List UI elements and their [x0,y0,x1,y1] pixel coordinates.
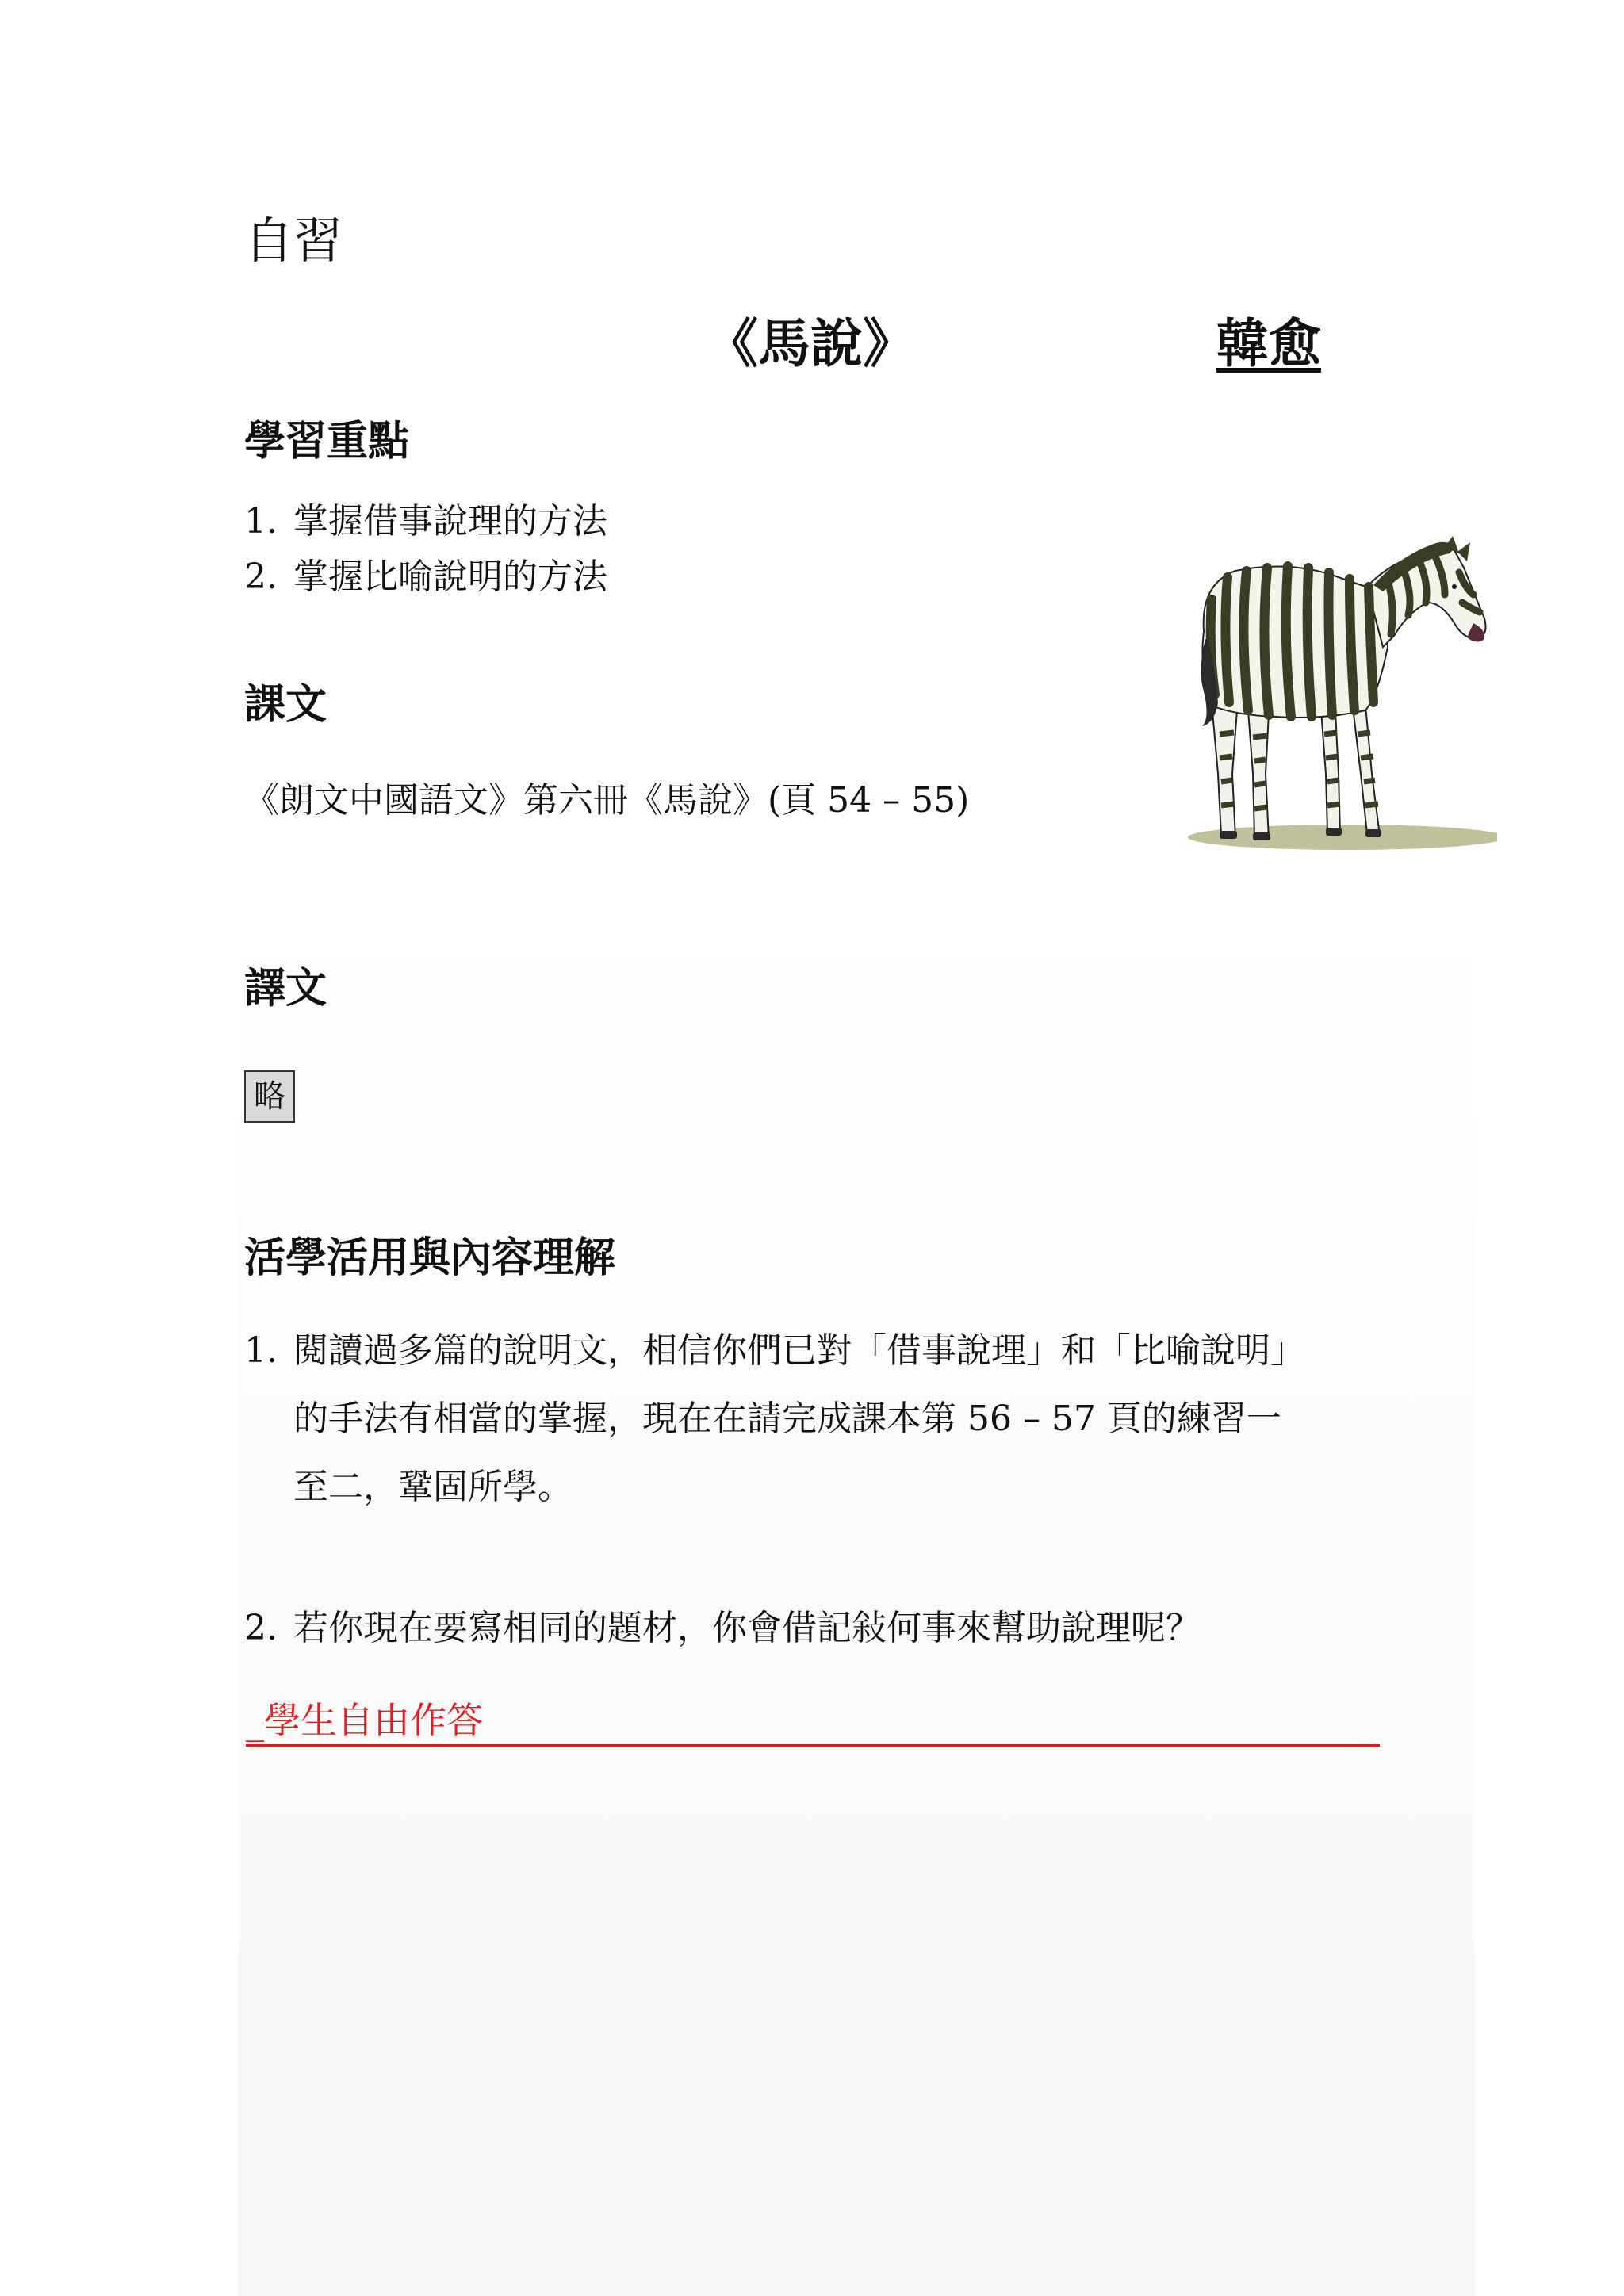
question-1-line-2: 的手法有相當的掌握，現在在請完成課本第 56 – 57 頁的練習一 [293,1399,1281,1439]
text-heading: 課文 [244,681,327,729]
answer-line[interactable]: _學生自由作答 [246,1697,1380,1747]
focus-heading: 學習重點 [244,418,410,465]
focus-item-1-number: 1. [244,501,278,541]
focus-item-1: 掌握借事說理的方法 [293,501,607,541]
page-title: 《馬說》 [706,313,915,374]
translation-heading: 譯文 [244,965,327,1012]
zebra-illustration [1180,536,1497,869]
question-1-line-1: 閱讀過多篇的說明文，相信你們已對「借事說理」和「比喻說明」 [293,1330,1305,1371]
question-1-number: 1. [244,1330,278,1371]
question-1-line-3: 至二，鞏固所學。 [293,1467,573,1507]
page-background [238,904,1475,2296]
question-2-number: 2. [244,1608,278,1648]
author-name: 韓愈 [1216,313,1321,374]
translation-omitted-box: 略 [244,1070,295,1123]
focus-item-2-number: 2. [244,557,278,597]
focus-item-2: 掌握比喻說明的方法 [293,557,607,597]
textbook-reference: 《朗文中國語文》第六冊《馬說》(頁 54 – 55) [244,780,970,821]
question-2-text: 若你現在要寫相同的題材，你會借記敍何事來幫助說理呢？ [293,1608,1201,1648]
document-label: 自習 [244,212,343,270]
application-heading: 活學活用與內容理解 [244,1234,616,1282]
